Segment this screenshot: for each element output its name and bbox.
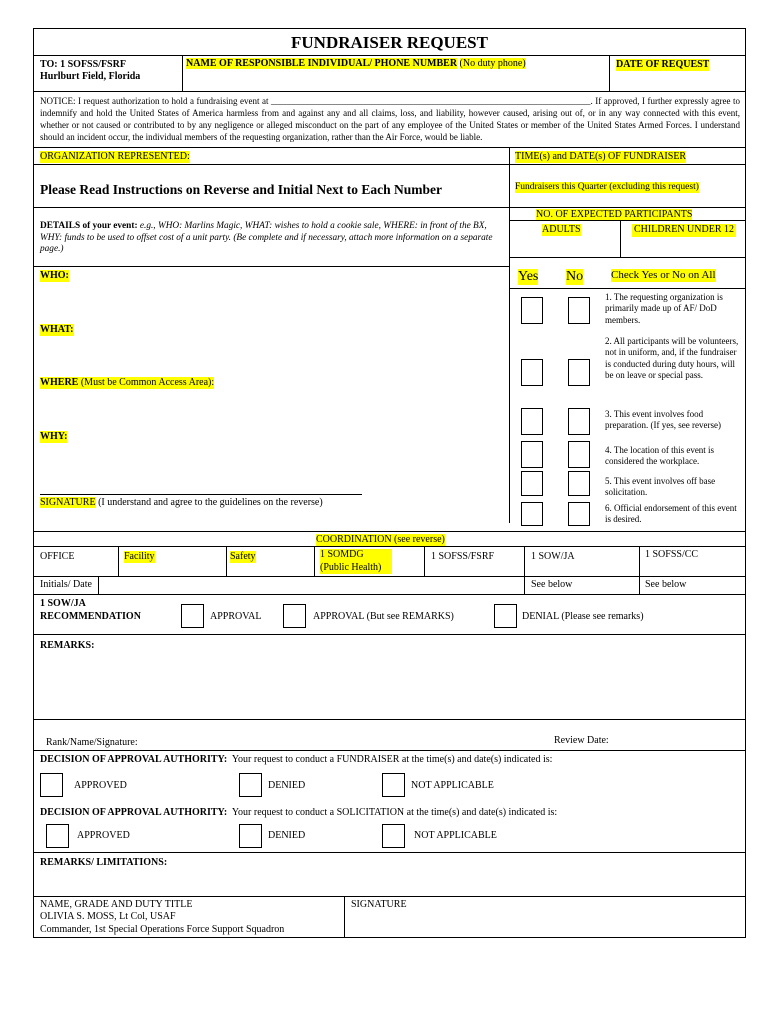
- coord-safety: Safety: [230, 551, 256, 562]
- details-label: DETAILS of your event:: [40, 221, 138, 231]
- instructions-heading: Please Read Instructions on Reverse and Initial Next to Each Number: [40, 182, 442, 197]
- item4-yes-checkbox[interactable]: [521, 441, 543, 468]
- details-instructions: [40, 221, 500, 256]
- coordination-title: COORDINATION (see reverse): [316, 534, 445, 545]
- solicitation-approved-label: APPROVED: [77, 830, 130, 841]
- who-label[interactable]: WHO:: [40, 270, 69, 281]
- participants-label: NO. OF EXPECTED PARTICIPANTS: [536, 209, 693, 220]
- coord-somdg: 1 SOMDG (Public Health): [320, 549, 392, 574]
- fundraiser-na-checkbox[interactable]: [382, 773, 405, 797]
- times-dates-label[interactable]: TIME(s) and DATE(s) OF FUNDRAISER: [515, 151, 687, 162]
- coord-cc: 1 SOFSS/CC: [645, 549, 699, 560]
- responsible-individual-field[interactable]: [186, 58, 526, 70]
- decision1-line: [40, 754, 552, 766]
- decision1-text: Your request to conduct a FUNDRAISER at the time(s) and date(s) indicated is:: [231, 754, 553, 765]
- solicitation-na-label: NOT APPLICABLE: [414, 830, 497, 841]
- commander-title: Commander, 1st Special Operations Force Support Squadron: [40, 924, 285, 935]
- fundraiser-approved-checkbox[interactable]: [40, 773, 63, 797]
- to-line1: TO: 1 SOFSS/FSRF: [40, 59, 126, 70]
- signature-label: SIGNATURE: [40, 497, 96, 508]
- adults-label: ADULTS: [542, 224, 581, 235]
- where-note: (Must be Common Access Area):: [80, 377, 215, 388]
- footer-signature-label[interactable]: SIGNATURE: [351, 899, 407, 910]
- item5-no-checkbox[interactable]: [568, 471, 590, 496]
- where-label: WHERE: [40, 377, 79, 388]
- item2-no-checkbox[interactable]: [568, 359, 590, 386]
- form-title: FUNDRAISER REQUEST: [291, 33, 488, 52]
- approval-checkbox[interactable]: [181, 604, 204, 628]
- denial-checkbox[interactable]: [494, 604, 517, 628]
- office-label: OFFICE: [40, 551, 75, 562]
- check-all-label: Check Yes or No on All: [611, 269, 716, 281]
- signature-note: (I understand and agree to the guidelines on the reverse): [98, 497, 323, 508]
- yes-header: Yes: [518, 269, 539, 284]
- what-label[interactable]: WHAT:: [40, 324, 74, 335]
- initials-date-label: Initials/ Date: [40, 579, 92, 590]
- rank-name-signature-label[interactable]: Rank/Name/Signature:: [46, 737, 138, 748]
- name-label: NAME OF RESPONSIBLE INDIVIDUAL/ PHONE NUMBER: [186, 58, 458, 69]
- approval-remarks-checkbox[interactable]: [283, 604, 306, 628]
- solicitation-denied-checkbox[interactable]: [239, 824, 262, 848]
- fundraiser-denied-checkbox[interactable]: [239, 773, 262, 797]
- solicitation-na-checkbox[interactable]: [382, 824, 405, 848]
- why-label[interactable]: WHY:: [40, 431, 68, 442]
- where-field[interactable]: [40, 377, 214, 389]
- solicitation-approved-checkbox[interactable]: [46, 824, 69, 848]
- item3-yes-checkbox[interactable]: [521, 408, 543, 435]
- decision2-label: DECISION OF APPROVAL AUTHORITY:: [40, 807, 228, 818]
- notice-text: NOTICE: I request authorization to hold a fundraising event at _______________________________________________________________________. If approved, I further expressly agree to indemnify and hold the United States of America harmless from and against any and all claims, loss, and liability, however caused, arising out of, or in any way connected with this event, whether or not caused or contributed to by any negligence or alleged misconduct on the part of any employee of the United States or member of the United States Armed Forces. I understand should an incident occur, the individual members of the requesting organization, rather than the Air Force, would be liable.: [40, 96, 740, 142]
- checklist-item-1: 1. The requesting organization is primarily made up of AF/ DoD members.: [605, 292, 723, 325]
- solicitation-denied-label: DENIED: [268, 830, 306, 841]
- organization-represented-label[interactable]: ORGANIZATION REPRESENTED:: [40, 151, 190, 162]
- recommendation-label-1: 1 SOW/JA: [40, 598, 86, 609]
- review-date-label[interactable]: Review Date:: [554, 735, 609, 746]
- item1-no-checkbox[interactable]: [568, 297, 590, 324]
- checklist-item-5: 5. This event involves off base solicitation.: [605, 476, 716, 498]
- checklist-item-2: 2. All participants will be volunteers, not in uniform, and, if the fundraiser is conducted during duty hours, will be on leave or special pass.: [605, 336, 739, 380]
- decision2-text: Your request to conduct a SOLICITATION at the time(s) and date(s) indicated is:: [231, 807, 558, 818]
- fundraiser-denied-label: DENIED: [268, 780, 306, 791]
- item3-no-checkbox[interactable]: [568, 408, 590, 435]
- item6-no-checkbox[interactable]: [568, 502, 590, 526]
- item4-no-checkbox[interactable]: [568, 441, 590, 468]
- item6-yes-checkbox[interactable]: [521, 502, 543, 526]
- approval-remarks-label: APPROVAL (But see REMARKS): [313, 611, 454, 622]
- name-grade-title-label: NAME, GRADE AND DUTY TITLE: [40, 899, 193, 910]
- details-example: e.g., WHO: Marlins Magic, WHAT: wishes to hold a cookie sale, WHERE: in front of the BX, WHY: funds to be used to offset cost of a unit party. (Be complete and if necessary, attach more information on a separate page.): [40, 221, 493, 255]
- checklist-item-4: 4. The location of this event is considered the workplace.: [605, 445, 715, 467]
- item5-yes-checkbox[interactable]: [521, 471, 543, 496]
- approval-label: APPROVAL: [210, 611, 262, 622]
- coord-fsrf: 1 SOFSS/FSRF: [431, 551, 495, 562]
- see-below-ja: See below: [531, 579, 573, 590]
- remarks-label[interactable]: REMARKS:: [40, 640, 95, 651]
- decision1-label: DECISION OF APPROVAL AUTHORITY:: [40, 754, 228, 765]
- to-line2: Hurlburt Field, Florida: [40, 71, 141, 82]
- fundraiser-na-label: NOT APPLICABLE: [411, 780, 494, 791]
- remarks-limitations-label[interactable]: REMARKS/ LIMITATIONS:: [40, 857, 168, 868]
- quarter-label[interactable]: Fundraisers this Quarter (excluding this request): [515, 182, 699, 192]
- item1-yes-checkbox[interactable]: [521, 297, 543, 324]
- signature-field[interactable]: [40, 497, 323, 509]
- date-of-request-label[interactable]: DATE OF REQUEST: [616, 59, 710, 70]
- fundraiser-approved-label: APPROVED: [74, 780, 127, 791]
- name-note: (No duty phone): [459, 58, 526, 69]
- checklist-item-6: 6. Official endorsement of this event is desired.: [605, 503, 737, 525]
- denial-label: DENIAL (Please see remarks): [522, 611, 644, 622]
- children-label: CHILDREN UNDER 12: [634, 224, 734, 235]
- coord-facility: Facility: [124, 551, 155, 562]
- checklist-item-3: 3. This event involves food preparation. (If yes, see reverse): [605, 409, 721, 431]
- no-header: No: [566, 269, 584, 284]
- decision2-line: [40, 807, 557, 819]
- coord-ja: 1 SOW/JA: [531, 551, 575, 562]
- item2-yes-checkbox[interactable]: [521, 359, 543, 386]
- see-below-cc: See below: [645, 579, 687, 590]
- recommendation-label-2: RECOMMENDATION: [40, 611, 141, 622]
- commander-name: OLIVIA S. MOSS, Lt Col, USAF: [40, 911, 176, 922]
